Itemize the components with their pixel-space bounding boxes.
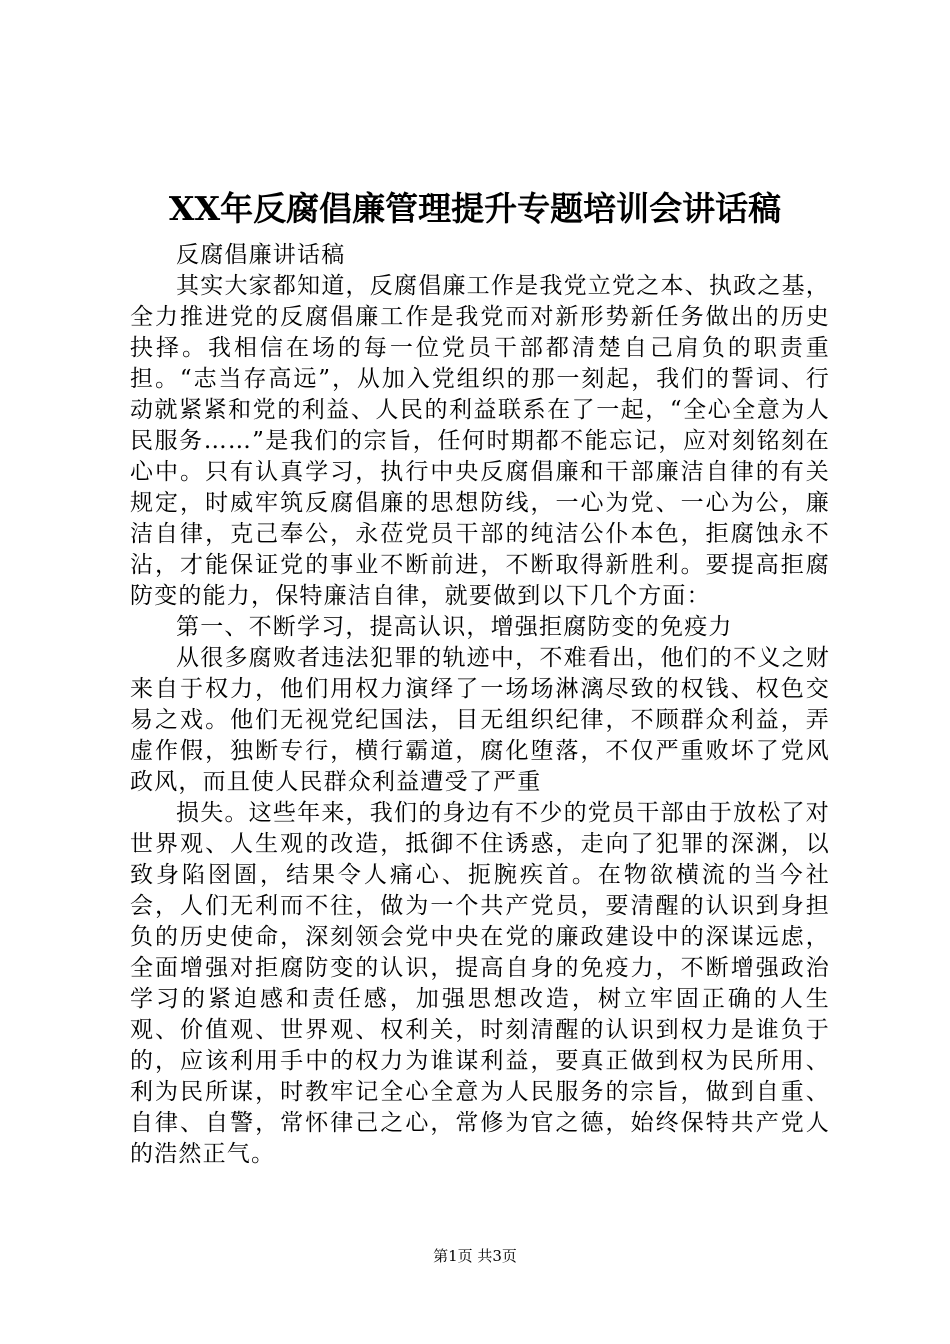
body-paragraph: 从很多腐败者违法犯罪的轨迹中，不难看出，他们的不义之财来自于权力，他们用权力演绎了一场场淋漓尽致的权钱、权色交易之戏。他们无视党纪国法，目无组织纪律，不顾群众利益，弄虚作假，独断专行，横行霸道，腐化堕落，不仅严重败坏了党风政风，而且使人民群众利益遭受了严重 xyxy=(130,645,830,795)
document-title: XX年反腐倡廉管理提升专题培训会讲话稿 xyxy=(168,189,782,228)
page-number-footer: 第1页 共3页 xyxy=(433,1247,517,1265)
document-body xyxy=(130,240,830,1170)
body-paragraph: 损失。这些年来，我们的身边有不少的党员干部由于放松了对世界观、人生观的改造，抵御不住诱惑，走向了犯罪的深渊，以致身陷囹圄，结果令人痛心、扼腕疾首。在物欲横流的当今社会，人们无利而不往，做为一个共产党员，要清醒的认识到身担负的历史使命，深刻领会党中央在党的廉政建设中的深谋远虑，全面增强对拒腐防变的认识，提高自身的免疫力，不断增强政治学习的紧迫感和责任感，加强思想改造，树立牢固正确的人生观、价值观、世界观、权利关，时刻清醒的认识到权力是谁负于的，应该利用手中的权力为谁谋利益，要真正做到权为民所用、利为民所谋，时教牢记全心全意为人民服务的宗旨，做到自重、自律、自警，常怀律己之心，常修为官之德，始终保特共产党人的浩然正气。 xyxy=(130,800,830,1167)
section-heading: 第一、不断学习，提高认识，增强拒腐防变的免疫力 xyxy=(176,614,733,640)
body-paragraph: 反腐倡廉讲话稿 xyxy=(176,242,346,268)
body-paragraph: 其实大家都知道，反腐倡廉工作是我党立党之本、执政之基，全力推进党的反腐倡廉工作是我党而对新形势新任务做出的历史抉择。我相信在场的每一位党员干部都清楚自己肩负的职责重担。“志当存高远”，从加入党组织的那一刻起，我们的誓词、行动就紧紧和党的利益、人民的利益联系在了一起，“全心全意为人民服务……”是我们的宗旨，任何时期都不能忘记，应对刻铭刻在心中。只有认真学习，执行中央反腐倡廉和干部廉洁自律的有关规定，时威牢筑反腐倡廉的思想防线，一心为党、一心为公，廉洁自律，克己奉公，永莅党员干部的纯洁公仆本色，拒腐蚀永不沾，才能保证党的事业不断前进，不断取得新胜利。要提高拒腐防变的能力，保特廉洁自律，就要做到以下几个方面： xyxy=(130,273,830,609)
